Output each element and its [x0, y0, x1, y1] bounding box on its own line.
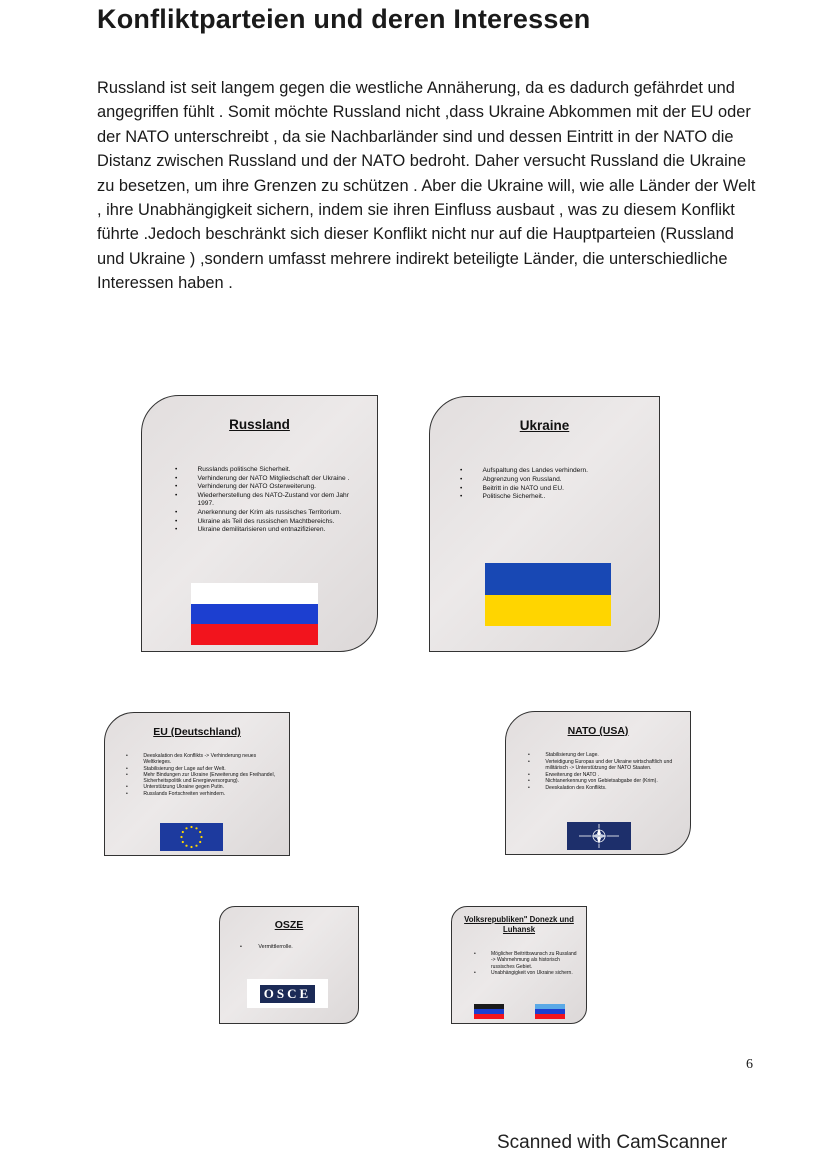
nato-flag [567, 822, 631, 850]
card-osze-title: OSZE [274, 919, 304, 931]
russia-flag-red [191, 624, 318, 645]
lnr-flag [535, 1004, 565, 1019]
card-nato-list [528, 752, 683, 791]
card-nato [505, 711, 691, 855]
card-ukraine-title: Ukraine [519, 418, 570, 433]
list-item: • Ukraine als Teil des russischen Machtbereichs. [175, 518, 365, 527]
list-item: • Vermittlerrolle. [240, 944, 350, 951]
russia-flag-white [191, 583, 318, 604]
ukraine-flag-yellow [485, 595, 611, 627]
osce-logo-text: OSCE [260, 985, 315, 1003]
nato-compass-icon [567, 822, 631, 850]
dnr-flag-red [474, 1014, 504, 1019]
card-volksrepubliken-title: Volksrepubliken" Donezk und Luhansk [464, 915, 574, 934]
card-ukraine-list [460, 467, 640, 502]
list-item: • Russlands politische Sicherheit. [175, 466, 365, 475]
page-title: Konfliktparteien und deren Interessen [97, 4, 591, 34]
ukraine-flag [485, 563, 611, 626]
lnr-flag-red [535, 1014, 565, 1019]
card-ukraine [429, 396, 660, 652]
card-volksrepubliken [451, 906, 587, 1024]
osce-logo [247, 979, 328, 1008]
list-item: • Verteidigung Europas und der Ukraine wirtschaftlich und militärisch -> Unterstützung der NATO Staaten. [528, 759, 683, 772]
card-russland-title: Russland [229, 417, 290, 432]
list-item: • Ukraine demilitarisieren und entnazifizieren. [175, 526, 365, 535]
card-eu-list [126, 753, 276, 797]
dnr-flag [474, 1004, 504, 1019]
page-number: 6 [746, 1057, 753, 1072]
list-item: • Möglicher Beitrittswunsch zu Russland -> Wahrnehmung als historisch russisches Gebiet. [474, 951, 579, 970]
card-osze [219, 906, 359, 1024]
russia-flag [191, 583, 318, 645]
list-item: • Verhinderung der NATO Osterweiterung. [175, 483, 365, 492]
list-item: • Stabilisierung der Lage auf der Welt. [126, 766, 276, 772]
list-item: • Wiederherstellung des NATO-Zustand vor dem Jahr 1997. [175, 492, 365, 509]
card-nato-title: NATO (USA) [567, 725, 629, 737]
list-item: • Mehr Bindungen zur Ukraine (Erweiterung des Freihandel, Sicherheitspolitik und Energieversorgung). [126, 772, 276, 785]
intro-paragraph: Russland ist seit langem gegen die westliche Annäherung, da es dadurch gefährdet und angegriffen fühlt . Somit möchte Russland nicht ,dass Ukraine Abkommen mit der EU oder der NATO unterschreibt , da sie Nachbarländer sind und dessen Eintritt in der NATO die Distanz zwischen Russland und der NATO bedroht. Daher versucht Russland die Ukraine zu besetzen, um ihre Grenzen zu schützen . Aber die Ukraine will, wie alle Länder der Welt , ihre Unabhängigkeit sichern, indem sie ihren Einfluss ausbaut , was zu diesem Konflikt führte .Jedoch beschränkt sich dieser Konflikt nicht nur auf die Hauptparteien (Russland und Ukraine ) ,sondern umfasst mehrere indirekt beteiligte Länder, die unterschiedliche Interessen haben . [97, 79, 756, 293]
card-russland [141, 395, 378, 652]
list-item: • Deeskalation des Konflikts. [528, 785, 683, 792]
list-item: • Politische Sicherheit.. [460, 493, 640, 502]
list-item: • Abgrenzung von Russland. [460, 476, 640, 485]
card-russland-list [175, 466, 365, 535]
eu-flag-stars [160, 823, 223, 851]
list-item: • Aufspaltung des Landes verhindern. [460, 467, 640, 476]
ukraine-flag-blue [485, 563, 611, 595]
list-item: • Unterstützung Ukraine gegen Putin. [126, 784, 276, 790]
russia-flag-blue [191, 604, 318, 625]
list-item: • Beitritt in die NATO und EU. [460, 485, 640, 494]
list-item: • Anerkennung der Krim als russisches Territorium. [175, 509, 365, 518]
scanner-footer: Scanned with CamScanner [497, 1132, 728, 1153]
card-osze-list [240, 944, 350, 951]
list-item: • Nichtanerkennung von Gebietsabgabe der (Krim). [528, 778, 683, 785]
card-eu [104, 712, 290, 856]
list-item: • Unabhängigkeit von Ukraine sichern. [474, 970, 579, 976]
list-item: • Deeskalation des Konflikts -> Verhinderung neues Weltkrieges. [126, 753, 276, 766]
list-item: • Verhinderung der NATO Mitgliedschaft der Ukraine . [175, 475, 365, 484]
list-item: • Erweiterung der NATO . [528, 772, 683, 779]
eu-flag [160, 823, 223, 851]
card-volksrepubliken-list [474, 951, 579, 977]
list-item: • Russlands Fortschreiten verhindern. [126, 791, 276, 797]
card-eu-title: EU (Deutschland) [153, 726, 241, 738]
list-item: • Stabilisierung der Lage. [528, 752, 683, 759]
